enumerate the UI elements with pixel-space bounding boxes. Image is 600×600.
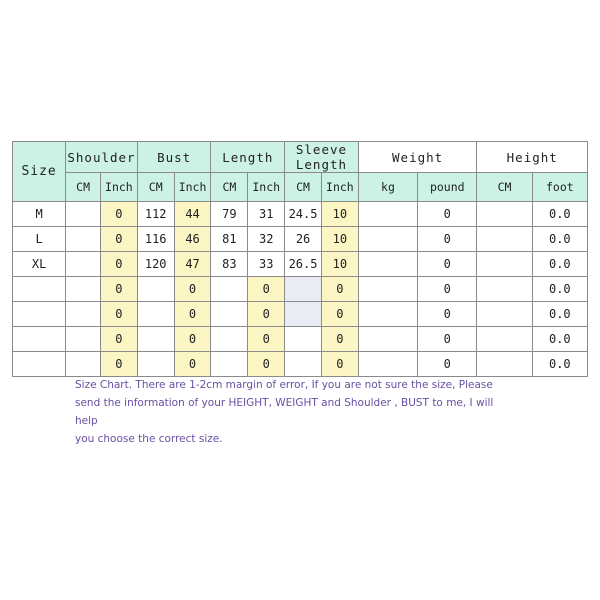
table-cell[interactable] xyxy=(211,302,248,327)
table-cell[interactable]: 33 xyxy=(248,252,285,277)
row-size-label xyxy=(13,352,66,377)
table-cell[interactable]: 26 xyxy=(285,227,322,252)
table-cell[interactable]: 32 xyxy=(248,227,285,252)
row-size-label: M xyxy=(13,202,66,227)
row-size-label: XL xyxy=(13,252,66,277)
row-size-label: L xyxy=(13,227,66,252)
row-size-label xyxy=(13,277,66,302)
table-cell[interactable] xyxy=(285,302,322,327)
table-cell[interactable] xyxy=(477,302,532,327)
subheader-sleeve-cm: CM xyxy=(285,173,322,202)
table-cell[interactable] xyxy=(66,352,101,377)
size-note-line-3: you choose the correct size. xyxy=(75,433,223,445)
table-cell[interactable] xyxy=(137,277,174,302)
table-cell[interactable]: 0 xyxy=(100,302,137,327)
table-cell[interactable] xyxy=(477,202,532,227)
table-cell[interactable] xyxy=(358,352,417,377)
header-weight: Weight xyxy=(358,142,477,173)
table-row xyxy=(13,202,588,227)
size-note-line-1: Size Chart. There are 1-2cm margin of error, If you are not sure the size, Please xyxy=(75,379,493,391)
table-cell[interactable]: 47 xyxy=(174,252,211,277)
table-cell[interactable]: 0 xyxy=(321,352,358,377)
table-cell[interactable]: 120 xyxy=(137,252,174,277)
table-cell[interactable]: 0 xyxy=(321,302,358,327)
table-cell[interactable] xyxy=(137,352,174,377)
size-chart-table-wrapper xyxy=(12,141,588,377)
table-row xyxy=(13,327,588,352)
table-cell[interactable] xyxy=(477,252,532,277)
table-cell[interactable]: 0 xyxy=(248,327,285,352)
table-cell[interactable] xyxy=(211,352,248,377)
table-cell[interactable] xyxy=(137,327,174,352)
table-cell[interactable]: 0 xyxy=(321,327,358,352)
table-cell[interactable] xyxy=(211,327,248,352)
table-cell[interactable] xyxy=(66,302,101,327)
table-cell[interactable]: 0.0 xyxy=(532,302,587,327)
row-size-label xyxy=(13,327,66,352)
table-cell[interactable] xyxy=(358,252,417,277)
table-cell[interactable]: 0 xyxy=(418,277,477,302)
size-note xyxy=(75,376,505,448)
header-bust: Bust xyxy=(137,142,211,173)
table-cell[interactable]: 0.0 xyxy=(532,227,587,252)
header-length: Length xyxy=(211,142,285,173)
table-cell[interactable]: 44 xyxy=(174,202,211,227)
table-cell[interactable]: 0 xyxy=(100,227,137,252)
table-cell[interactable] xyxy=(285,352,322,377)
table-cell[interactable]: 0 xyxy=(418,252,477,277)
subheader-length-inch: Inch xyxy=(248,173,285,202)
table-cell[interactable]: 116 xyxy=(137,227,174,252)
table-cell[interactable]: 0 xyxy=(100,277,137,302)
subheader-sleeve-inch: Inch xyxy=(321,173,358,202)
table-cell[interactable] xyxy=(358,202,417,227)
table-cell[interactable] xyxy=(66,327,101,352)
table-cell[interactable]: 0 xyxy=(174,327,211,352)
table-cell[interactable]: 0.0 xyxy=(532,327,587,352)
table-cell[interactable] xyxy=(358,302,417,327)
table-row xyxy=(13,252,588,277)
subheader-bust-inch: Inch xyxy=(174,173,211,202)
table-cell[interactable]: 0 xyxy=(174,302,211,327)
table-cell[interactable] xyxy=(358,277,417,302)
table-cell[interactable]: 31 xyxy=(248,202,285,227)
table-cell[interactable]: 46 xyxy=(174,227,211,252)
table-cell[interactable]: 10 xyxy=(321,202,358,227)
table-cell[interactable] xyxy=(285,327,322,352)
table-cell[interactable]: 10 xyxy=(321,252,358,277)
table-cell[interactable]: 0 xyxy=(100,252,137,277)
table-cell[interactable]: 0 xyxy=(248,302,285,327)
table-cell[interactable] xyxy=(211,277,248,302)
table-cell[interactable]: 0 xyxy=(418,227,477,252)
table-cell[interactable] xyxy=(66,277,101,302)
subheader-weight-pound: pound xyxy=(418,173,477,202)
table-cell[interactable] xyxy=(477,227,532,252)
table-cell[interactable]: 0 xyxy=(321,277,358,302)
subheader-length-cm: CM xyxy=(211,173,248,202)
table-body xyxy=(13,202,588,377)
table-cell[interactable]: 0 xyxy=(248,277,285,302)
table-cell[interactable]: 0 xyxy=(174,277,211,302)
subheader-height-cm: CM xyxy=(477,173,532,202)
subheader-weight-kg: kg xyxy=(358,173,417,202)
table-header xyxy=(13,142,588,202)
size-note-line-2: send the information of your HEIGHT, WEIGHT and Shoulder , BUST to me, I will help xyxy=(75,397,494,427)
table-cell[interactable] xyxy=(66,252,101,277)
table-cell[interactable]: 83 xyxy=(211,252,248,277)
table-cell[interactable]: 0.0 xyxy=(532,202,587,227)
table-cell[interactable]: 0.0 xyxy=(532,277,587,302)
table-cell[interactable]: 0 xyxy=(418,202,477,227)
table-header-sub-row xyxy=(13,173,588,202)
table-cell[interactable] xyxy=(137,302,174,327)
table-cell[interactable] xyxy=(66,227,101,252)
table-cell[interactable] xyxy=(358,227,417,252)
header-shoulder: Shoulder xyxy=(66,142,138,173)
table-cell[interactable]: 0 xyxy=(100,352,137,377)
subheader-shoulder-cm: CM xyxy=(66,173,101,202)
table-cell[interactable] xyxy=(477,352,532,377)
table-row xyxy=(13,227,588,252)
table-row xyxy=(13,277,588,302)
table-cell[interactable]: 79 xyxy=(211,202,248,227)
header-size: Size xyxy=(13,142,66,202)
table-cell[interactable]: 0.0 xyxy=(532,352,587,377)
table-cell[interactable] xyxy=(66,202,101,227)
table-cell[interactable]: 81 xyxy=(211,227,248,252)
subheader-height-foot: foot xyxy=(532,173,587,202)
table-cell[interactable]: 0 xyxy=(418,327,477,352)
table-cell[interactable]: 24.5 xyxy=(285,202,322,227)
table-cell[interactable]: 0.0 xyxy=(532,252,587,277)
table-cell[interactable] xyxy=(477,277,532,302)
table-cell[interactable]: 0 xyxy=(248,352,285,377)
table-cell[interactable]: 0 xyxy=(174,352,211,377)
table-cell[interactable]: 0 xyxy=(100,202,137,227)
table-row xyxy=(13,302,588,327)
header-sleeve-length: Sleeve Length xyxy=(285,142,359,173)
table-cell[interactable] xyxy=(285,277,322,302)
table-cell[interactable]: 112 xyxy=(137,202,174,227)
table-cell[interactable]: 0 xyxy=(418,302,477,327)
table-cell[interactable]: 10 xyxy=(321,227,358,252)
table-cell[interactable] xyxy=(477,327,532,352)
table-header-group-row xyxy=(13,142,588,173)
subheader-bust-cm: CM xyxy=(137,173,174,202)
table-row xyxy=(13,352,588,377)
table-cell[interactable] xyxy=(358,327,417,352)
table-cell[interactable]: 0 xyxy=(100,327,137,352)
subheader-shoulder-inch: Inch xyxy=(100,173,137,202)
header-height: Height xyxy=(477,142,588,173)
size-chart-table xyxy=(12,141,588,377)
table-cell[interactable]: 26.5 xyxy=(285,252,322,277)
row-size-label xyxy=(13,302,66,327)
table-cell[interactable]: 0 xyxy=(418,352,477,377)
